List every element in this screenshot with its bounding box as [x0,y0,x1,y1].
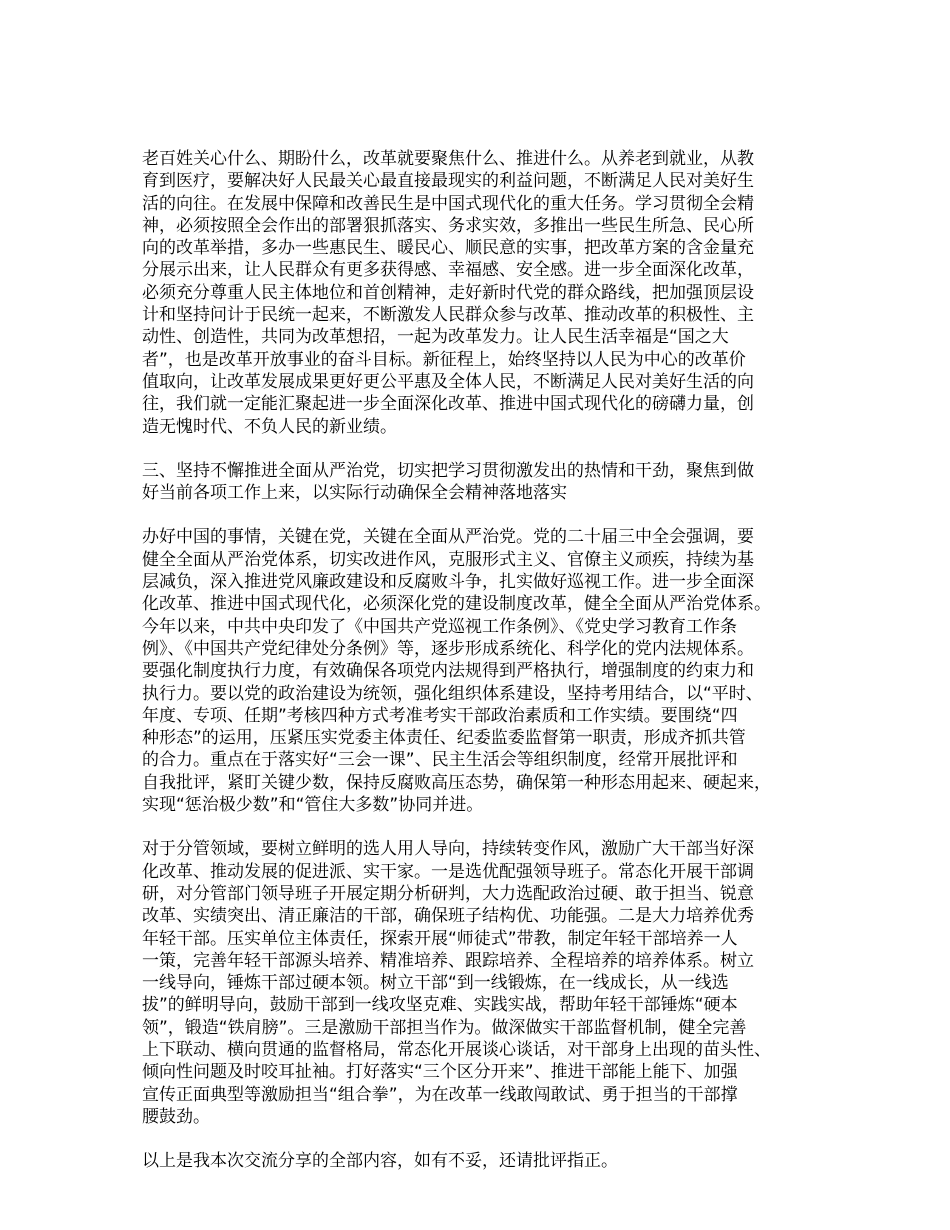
text-line: 一线导向，锤炼干部过硬本领。树立干部“到一线锻炼，在一线成长，从一线选 [142,973,729,994]
text-line: 健全全面从严治党体系，切实改进作风，克服形式主义、官僚主义顽疾，持续为基 [142,549,754,570]
text-line: 倾向性问题及时咬耳扯袖。打好落实“三个区分开来”、推进干部能上能下、加强 [142,1062,738,1083]
text-line: 对于分管领域，要树立鲜明的选人用人导向，持续转变作风，激励广大干部当好深 [142,839,754,860]
text-line: 往，我们就一定能汇聚起进一步全面深化改革、推进中国式现代化的磅礴力量，创 [142,394,754,415]
text-line: 计和坚持问计于民统一起来，不断激发人民群众参与改革、推动改革的积极性、主 [142,305,754,326]
text-line: 办好中国的事情，关键在党，关键在全面从严治党。党的二十届三中全会强调，要 [142,527,754,548]
text-line: 分展示出来，让人民群众有更多获得感、幸福感、安全感。进一步全面深化改革， [142,260,754,281]
paragraph-people-livelihood [142,148,832,438]
text-line: 化改革、推动发展的促进派、实干家。一是选优配强领导班子。常态化开展干部调 [142,861,754,882]
text-line: 年度、专项、任期”考核四种方式考准考实干部政治素质和工作实绩。要围绕“四 [142,705,738,726]
text-line: 神，必须按照全会作出的部署狠抓落实、务求实效，多推出一些民生所急、民心所 [142,215,754,236]
text-line: 向的改革举措，多办一些惠民生、暖民心、顺民意的实事，把改革方案的含金量充 [142,238,754,259]
section-heading-three [142,460,832,505]
text-line: 老百姓关心什么、期盼什么，改革就要聚焦什么、推进什么。从养老到就业，从教 [142,149,754,169]
text-line: 必须充分尊重人民主体地位和首创精神，走好新时代党的群众路线，把加强顶层设 [142,282,754,303]
text-line: 宣传正面典型等激励担当“组合拳”，为在改革一线敢闯敢试、勇于担当的干部撑 [142,1084,738,1105]
text-line: 例》、《中国共产党纪律处分条例》等，逐步形成系统化、科学化的党内法规体系。 [142,638,754,659]
text-line: 化改革、推进中国式现代化，必须深化党的建设制度改革，健全全面从严治党体系。 [142,594,771,615]
text-line: 拔”的鲜明导向，鼓励干部到一线攻坚克难、实践实战，帮助年轻干部锤炼“硬本 [142,995,738,1016]
paragraph-party-governance [142,526,832,816]
heading-line: 好当前各项工作上来，以实际行动确保全会精神落地落实 [142,483,567,504]
text-line: 活的向往。在发展中保障和改善民生是中国式现代化的重大任务。学习贯彻全会精 [142,193,754,214]
text-line: 腰鼓劲。 [142,1106,210,1127]
text-line: 的合力。重点在于落实好“三会一课”、民主生活会等组织制度，经常开展批评和 [142,750,738,771]
paragraph-cadre-management [142,838,832,1128]
heading-line: 三、坚持不懈推进全面从严治党，切实把学习贯彻激发出的热情和干劲，聚焦到做 [142,460,754,481]
text-line: 以上是我本次交流分享的全部内容，如有不妥，还请批评指正。 [142,1151,618,1172]
text-line: 改革、实绩突出、清正廉洁的干部，确保班子结构优、功能强。二是大力培养优秀 [142,906,754,927]
text-line: 育到医疗，要解决好人民最关心最直接最现实的利益问题，不断满足人民对美好生 [142,171,754,192]
text-line: 自我批评，紧盯关键少数，保持反腐败高压态势，确保第一种形态用起来、硬起来， [142,772,771,793]
text-line: 值取向，让改革发展成果更好更公平惠及全体人民，不断满足人民对美好生活的向 [142,371,754,392]
text-line: 层减负，深入推进党风廉政建设和反腐败斗争，扎实做好巡视工作。进一步全面深 [142,572,754,593]
text-line: 造无愧时代、不负人民的新业绩。 [142,416,397,437]
text-line: 实现“惩治极少数”和“管住大多数”协同并进。 [142,795,484,816]
text-line: 领”，锻造“铁肩膀”。三是激励干部担当作为。做深做实干部监督机制，健全完善 [142,1017,747,1038]
text-line: 今年以来，中共中央印发了《中国共产党巡视工作条例》、《党史学习教育工作条 [142,616,737,637]
document-body [142,148,832,1194]
text-line: 一策，完善年轻干部源头培养、精准培养、跟踪培养、全程培养的培养体系。树立 [142,950,754,971]
text-line: 种形态”的运用，压紧压实党委主体责任、纪委监委监督第一职责，形成齐抓共管 [142,728,746,749]
paragraph-closing [142,1150,832,1172]
text-line: 动性、创造性，共同为改革想招，一起为改革发力。让人民生活幸福是“国之大 [142,327,729,348]
text-line: 者”，也是改革开放事业的奋斗目标。新征程上，始终坚持以人民为中心的改革价 [142,349,746,370]
text-line: 执行力。要以党的政治建设为统领，强化组织体系建设，坚持考用结合，以“平时、 [142,683,763,704]
text-line: 年轻干部。压实单位主体责任，探索开展“师徒式”带教，制定年轻干部培养一人 [142,928,738,949]
text-line: 研，对分管部门领导班子开展定期分析研判，大力选配政治过硬、敢于担当、锐意 [142,883,754,904]
text-line: 上下联动、横向贯通的监督格局，常态化开展谈心谈话，对干部身上出现的苗头性、 [142,1039,771,1060]
text-line: 要强化制度执行力度，有效确保各项党内法规得到严格执行，增强制度的约束力和 [142,661,754,682]
